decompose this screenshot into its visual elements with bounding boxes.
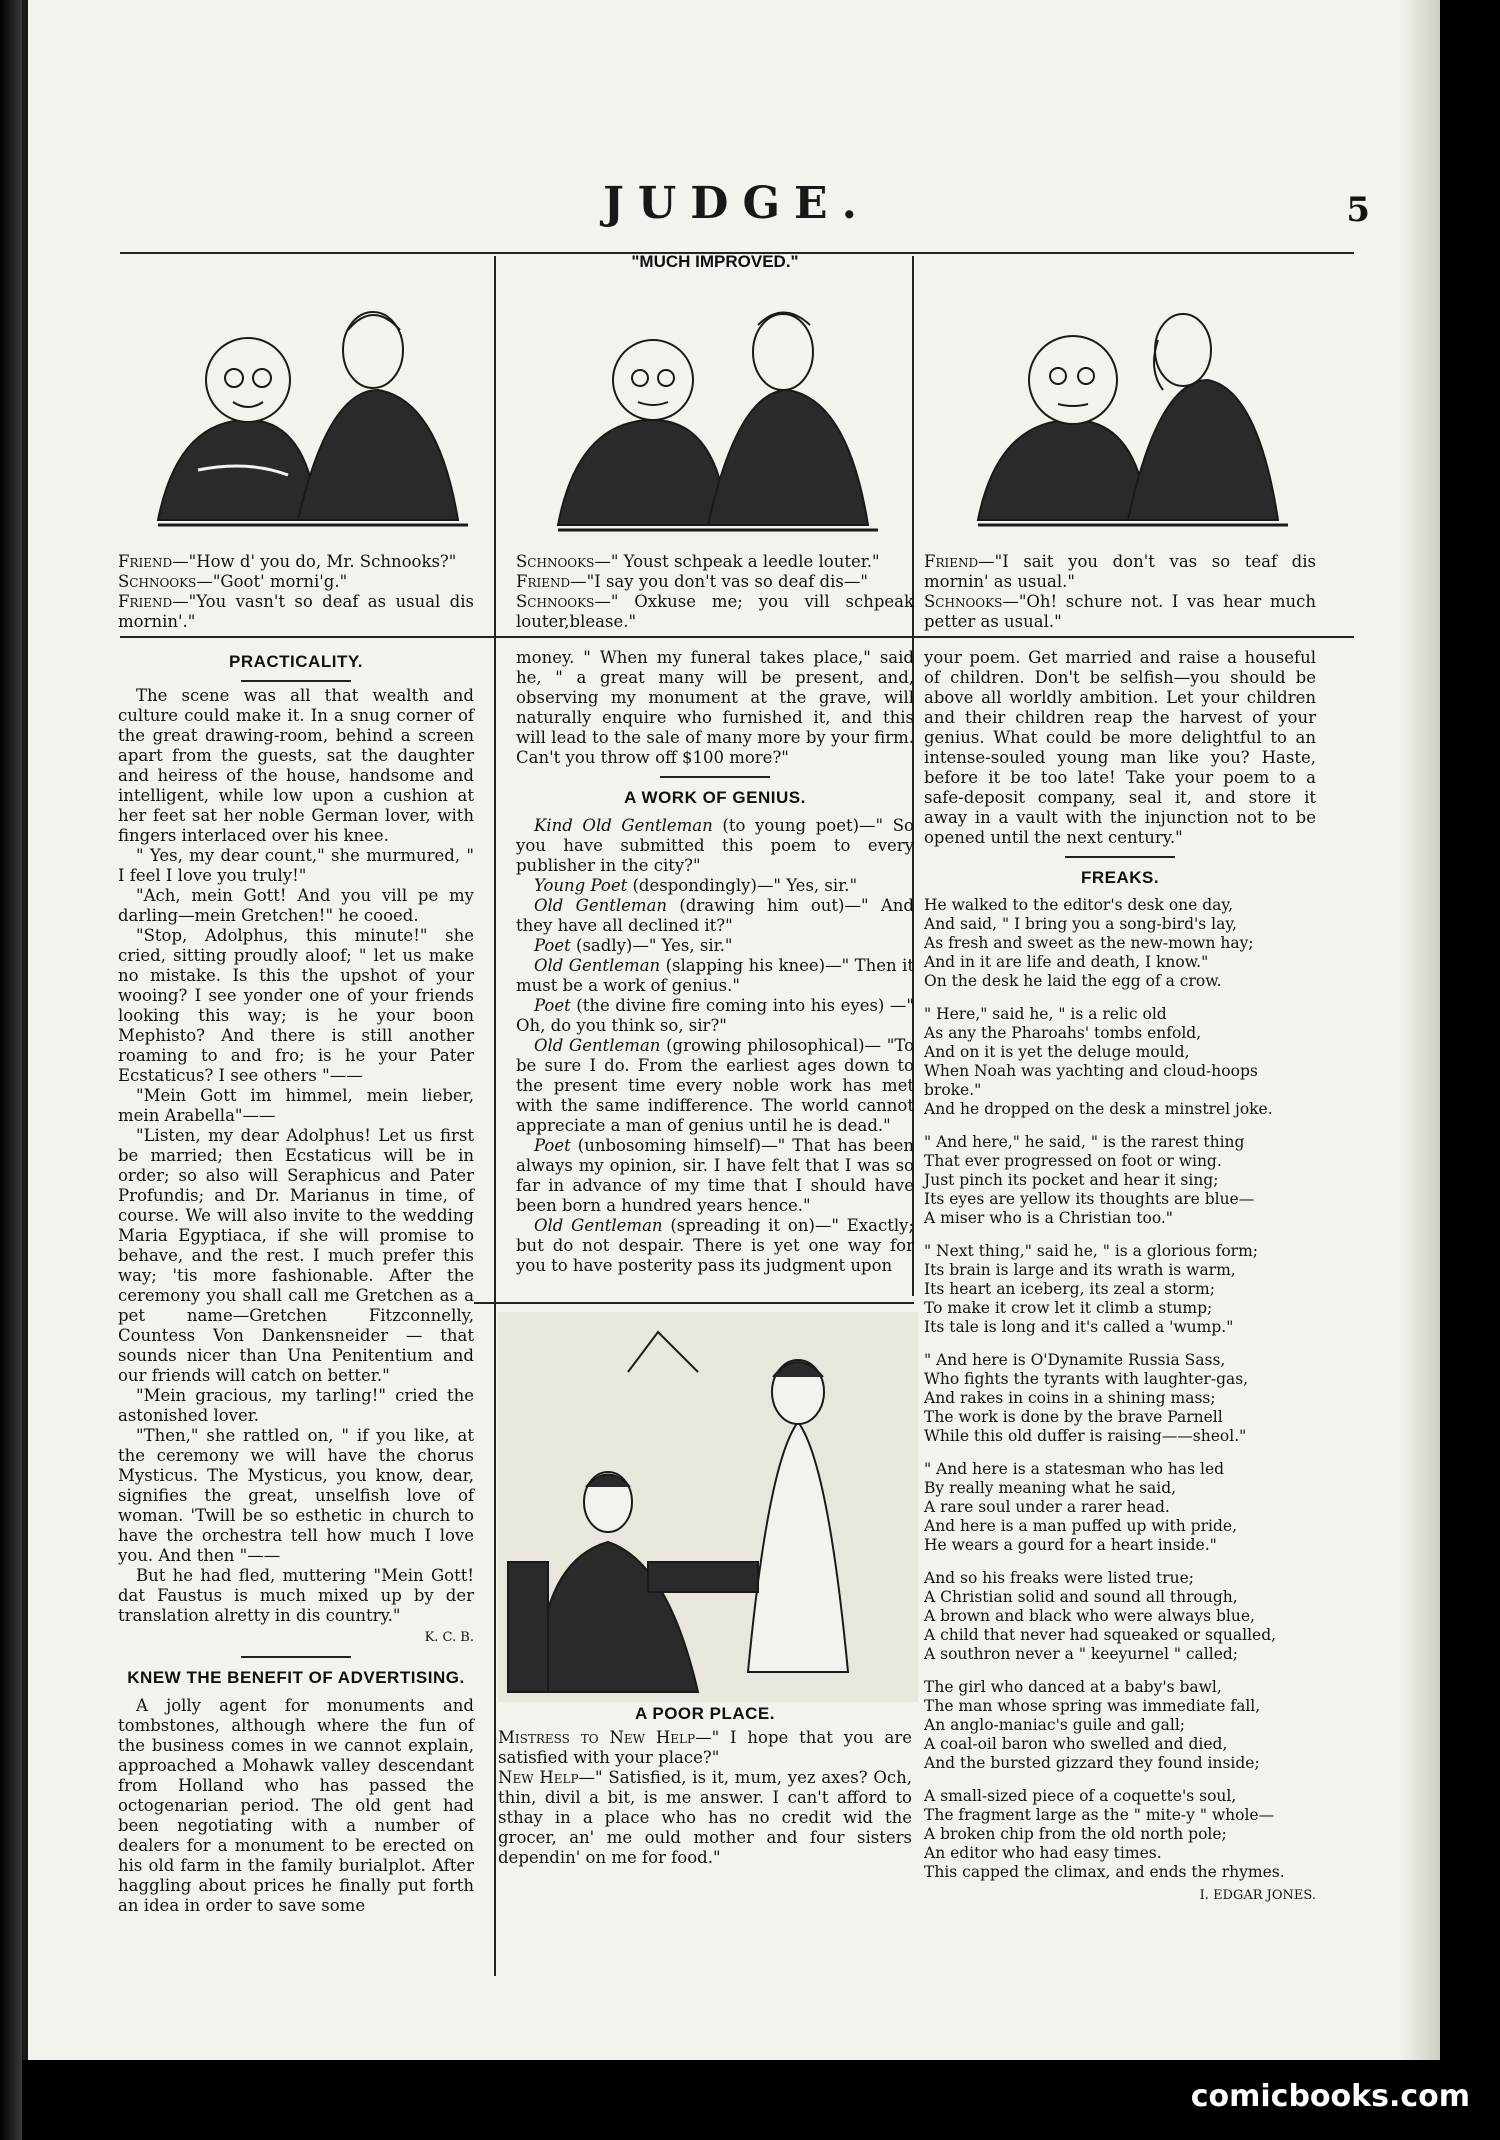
poem-stanza: " And here is a statesman who has led By really meaning what he said, A rare soul under a rarer head. And here is a man puffed up with pride, He wears a gourd for a heart inside." [924,1460,1237,1554]
dialogue-line: New Help—" Satisfied, is it, mum, yez axes? Och, thin, divil a bit, is me answer. I can't afford to sthay in a place who has no credit wid the grocer, an' me ould mother and four sisters dependin' on me for food." [498,1768,912,1867]
genius-heading: A WORK OF GENIUS. [624,788,806,807]
poor-place-caption [498,1702,912,1868]
dialogue-line: Schnooks—" Oxkuse me; you vill schpeak louter,blease." [516,592,914,631]
dialogue-line: Old Gentleman (drawing him out)—" And they have all declined it?" [516,896,914,935]
dialogue-line: Poet (unbosoming himself)—" That has been always my opinion, sir. I have felt that I was so far in advance of my time that I should have been born a hundred years hence." [516,1136,914,1215]
magazine-page [22,0,1440,2060]
poem-stanza: " Here," said he, " is a relic old As any the Pharoahs' tombs enfold, And on it is yet the deluge mould, When Noah was yachting and cloud-hoops broke." And he dropped on the desk a minstrel joke. [924,1005,1273,1118]
dialogue-line: Schnooks—" Youst schpeak a leedle louter." [516,552,880,571]
poem-stanza: He walked to the editor's desk one day, And said, " I bring you a song-bird's lay, As fresh and sweet as the new-mown hay; And in it are life and death, I know." On the desk he laid the egg of a crow. [924,896,1254,990]
page-number: 5 [1346,190,1370,230]
freaks-poem [924,896,1316,1905]
column-rule-1 [494,256,496,1976]
poor-place-heading: A POOR PLACE. [635,1704,775,1723]
dialogue-line: Schnooks—"Goot' morni'g." [118,572,348,591]
freaks-heading: FREAKS. [1080,868,1160,887]
dialogue-line: Young Poet (despondingly)—" Yes, sir." [534,876,858,895]
strip-title: "MUCH IMPROVED." [631,252,799,271]
dialogue-line: Poet (the divine fire coming into his eyes) —" Oh, do you think so, sir?" [516,996,914,1035]
column-2 [516,648,914,1276]
panel-2-caption [516,552,914,632]
paragraph: "Mein Gott im himmel, mein lieber, mein Arabella"—— [118,1086,474,1125]
strip-bottom-rule [120,636,1354,638]
dialogue-line: Poet (sadly)—" Yes, sir." [534,936,733,955]
paragraph: "Ach, mein Gott! And you vill pe my darling—mein Gretchen!" he cooed. [118,886,474,925]
poem-stanza: " And here is O'Dynamite Russia Sass, Who fights the tyrants with laughter-gas, And rakes in coins in a shining mass; The work is done by the brave Parnell While this old duffer is raising——sheol." [924,1351,1249,1445]
dialogue-line: Schnooks—"Oh! schure not. I vas hear much petter as usual." [924,592,1316,631]
masthead: JUDGE. [603,178,871,229]
dialogue-line: Friend—"How d' you do, Mr. Schnooks?" [118,552,457,571]
advertising-heading: KNEW THE BENEFIT OF ADVERTISING. [127,1668,465,1687]
paragraph: "Mein gracious, my tarling!" cried the astonished lover. [118,1386,474,1425]
page-edge-shade [1400,0,1440,2060]
column-3 [924,648,1316,1905]
section-rule [660,776,770,778]
dialogue-line: Mistress to New Help—" I hope that you are satisfied with your place?" [498,1728,912,1767]
cartoon-panel-2 [538,280,894,550]
dialogue-line: Kind Old Gentleman (to young poet)—" So you have submitted this poem to every publisher in the city?" [516,816,914,875]
page-gutter [0,0,22,2140]
paragraph: But he had fled, muttering "Mein Gott! dat Faustus is much mixed up by der translation alretty in dis country." [118,1566,474,1625]
panel-1-caption [118,552,474,632]
poem-stanza: A small-sized piece of a coquette's soul, The fragment large as the " mite-y " whole— A broken chip from the old north pole; An editor who had easy times. This capped the climax, and ends the rhymes. [924,1787,1285,1881]
cartoon-panel-1 [138,270,478,552]
paragraph: "Listen, my dear Adolphus! Let us first be married; then Ecstaticus will be in order; so also will Seraphicus and Pater Profundis; and Dr. Marianus in time, of course. We will also invite to the wedding Maria Egyptiaca, if she will promise to behave, and the rest. I much prefer this way; 'tis more fashionable. After the ceremony you shall call me Gretchen as a pet name—Gretchen Fitzconnelly, Countess Von Dankensneider — that sounds nicer than Una Penitentium and our friends will catch on better." [118,1126,474,1385]
poor-place-illustration [498,1312,918,1702]
dialogue-line: Friend—"You vasn't so deaf as usual dis mornin'." [118,592,474,631]
signature: K. C. B. [424,1630,474,1645]
paragraph: The scene was all that wealth and culture could make it. In a snug corner of the great drawing-room, behind a screen apart from the guests, sat the daughter and heiress of the house, handsome and intelligent, while low upon a cushion at her feet sat her noble German lover, with fingers interlaced over his knee. [118,686,474,845]
dialogue-line: Friend—"I say you don't vas so deaf dis—" [516,572,868,591]
poem-stanza: And so his freaks were listed true; A Christian solid and sound all through, A brown and black who were always blue, A child that never had squeaked or squalled, A southron never a " keeyurnel " called; [924,1569,1277,1663]
heading-rule [241,680,351,682]
paragraph: your poem. Get married and raise a houseful of children. Don't be selfish—you should be above all worldly ambition. Let your children and their children reap the harvest of your genius. What could be more delightful to an intense-souled young man like you? Haste, before it be too late! Take your poem to a safe-deposit company, seal it, and store it away in a vault with the injunction not to be opened until the next century." [924,648,1316,847]
panel-3-caption [924,552,1316,632]
illustration-top-rule [474,1302,914,1304]
paragraph: "Then," she rattled on, " if you like, at the ceremony we will have the chorus Mysticus. The Mysticus, you know, dear, signifies the great, unselfish love of woman. 'Twill be so esthetic in church to have the orchestra tell how much I love you. And then "—— [118,1426,474,1565]
section-rule [1065,856,1175,858]
practicality-heading: PRACTICALITY. [229,652,363,671]
dialogue-line: Old Gentleman (spreading it on)—" Exactly; but do not despair. There is yet one way for you to have posterity pass its judgment upon [516,1216,914,1275]
poem-stanza: The girl who danced at a baby's bawl, The man whose spring was immediate fall, An anglo-maniac's guile and gall; A coal-oil baron who swelled and died, And the bursted gizzard they found inside; [924,1678,1261,1772]
column-1 [118,642,474,1916]
poem-stanza: " And here," he said, " is the rarest thing That ever progressed on foot or wing. Just pinch its pocket and hear it sing; Its eyes are yellow its thoughts are blue— A miser who is a Christian too." [924,1133,1255,1227]
paragraph: A jolly agent for monuments and tombstones, although where the fun of the business comes in we cannot explain, approached a Mohawk valley descendant from Holland who has passed the octogenarian period. The old gent had been negotiating with a number of dealers for a monument to be erected on his old farm in the family burialplot. After haggling about prices he finally put forth an idea in order to save some [118,1696,474,1915]
paragraph: "Stop, Adolphus, this minute!" she cried, sitting proudly aloof; " let us make no mistake. Is this the upshot of your wooing? I see yonder one of your friends looking this way; is he your boon Mephisto? And there is still another roaming to and fro; is he your Pater Ecstaticus? I see others "—— [118,926,474,1085]
watermark: comicbooks.com [1190,2079,1470,2114]
paragraph: " Yes, my dear count," she murmured, " I feel I love you truly!" [118,846,474,885]
cartoon-panel-3 [958,270,1298,552]
signature: I. EDGAR JONES. [1199,1888,1316,1903]
dialogue-line: Old Gentleman (slapping his knee)—" Then it must be a work of genius." [516,956,914,995]
poem-stanza: " Next thing," said he, " is a glorious form; Its brain is large and its wrath is warm, Its heart an iceberg, its zeal a storm; To make it crow let it climb a stump; Its tale is long and it's called a 'wump." [924,1242,1258,1336]
dialogue-line: Old Gentleman (growing philosophical)— "To be sure I do. From the earliest ages down to the present time every noble work has met with the same indifference. The world cannot appreciate a man of genius until he is dead." [516,1036,914,1135]
paragraph: money. " When my funeral takes place," said he, " a great many will be present, and, observing my monument at the grave, will naturally enquire who furnished it, and this will lead to the sale of many more by your firm. Can't you throw off $100 more?" [516,648,914,767]
section-rule [241,1656,351,1658]
dialogue-line: Friend—"I sait you don't vas so teaf dis mornin' as usual." [924,552,1316,591]
